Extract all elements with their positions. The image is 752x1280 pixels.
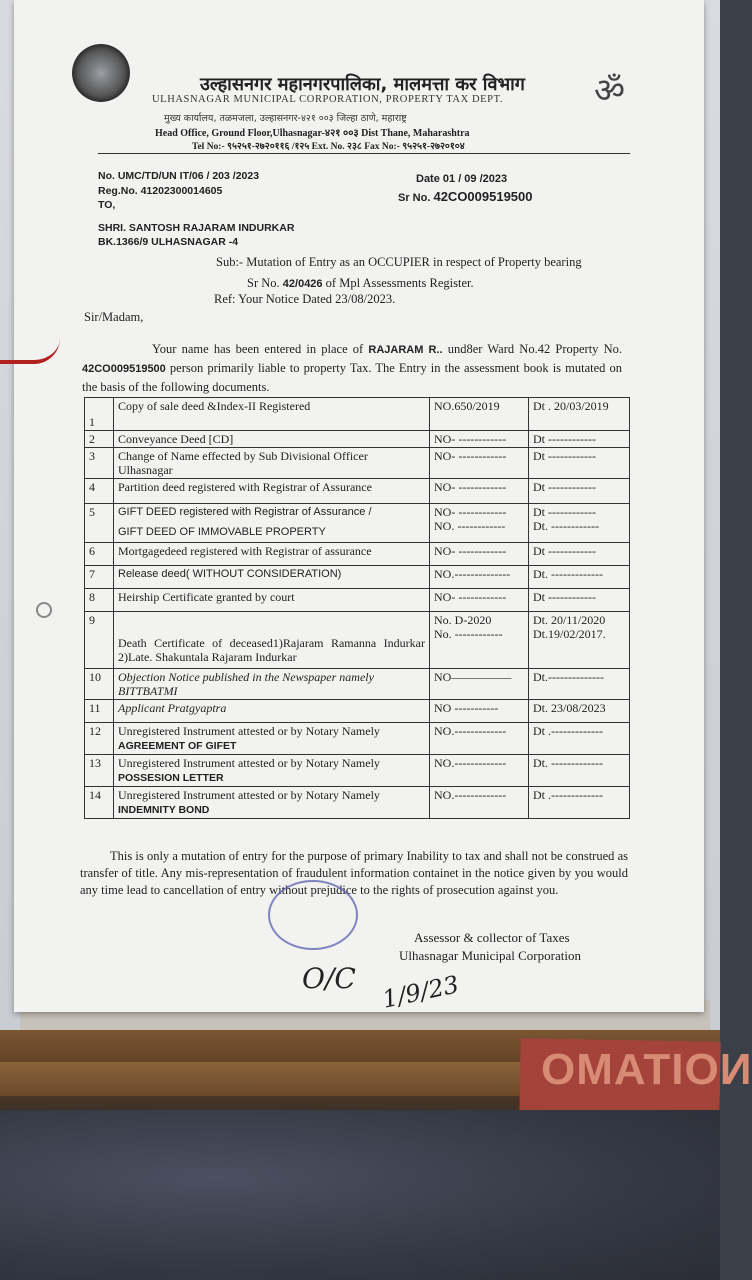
table-row — [85, 612, 630, 669]
addressee-address: BK.1366/9 ULHASNAGAR -4 — [98, 236, 239, 248]
doc-number: NO————— — [430, 669, 529, 700]
subject-property-number: 42/0426 — [282, 278, 323, 290]
signatory-title: Assessor & collector of Taxes — [414, 930, 570, 945]
row-number: 5 — [85, 504, 114, 543]
row-number: 9 — [85, 612, 114, 669]
to-label: TO, — [98, 199, 116, 211]
row-number: 4 — [85, 479, 114, 504]
handwritten-signature-date: 1/9/23 — [379, 970, 462, 1014]
instrument-name: POSSESION LETTER — [118, 772, 224, 784]
date-label: Date — [416, 173, 440, 185]
instrument-name: AGREEMENT OF GIFET — [118, 740, 237, 752]
row-number: 6 — [85, 543, 114, 566]
doc-description: Death Certificate of deceased1)Rajaram Ramanna Indurkar 2)Late. Shakuntala Rajaram Indurkar — [114, 612, 430, 669]
doc-date-line: Dt. 20/11/2020 — [533, 613, 606, 627]
header-divider — [98, 153, 630, 154]
doc-date: Dt . 20/03/2019 — [529, 398, 630, 431]
salutation: Sir/Madam, — [84, 310, 144, 324]
doc-date: Dt ------------ — [529, 543, 630, 566]
sr-value: 42CO009519500 — [433, 189, 533, 204]
doc-date: Dt .------------- — [529, 787, 630, 819]
table-row — [85, 669, 630, 700]
doc-number: NO.-------------- — [430, 566, 529, 589]
doc-date: Dt. ------------- — [529, 755, 630, 787]
doc-description: Mortgagedeed registered with Registrar of assurance — [114, 543, 430, 566]
header-tel: Tel No:- ९५२५१-२७२०११६ /१२५ Ext. No. २३८ Fax No:- ९५२५१-२७२०१०४ — [192, 142, 465, 152]
document-page — [14, 0, 704, 1012]
row-number: 8 — [85, 589, 114, 612]
disclaimer-paragraph: This is only a mutation of entry for the purpose of primary Inability to tax and shall not be construed as transfer of title. Any mis-representation of fraudulent information containet in the notice given by you would any time lead to cancellation of entry without prejudice to the rights of prosecution against you. — [80, 849, 628, 897]
table-row — [85, 448, 630, 479]
doc-date: Dt .------------- — [529, 723, 630, 755]
handwritten-initials: O/C — [302, 962, 356, 995]
subject-sr-label: Sr No. — [247, 276, 280, 290]
doc-date: Dt ------------ — [529, 448, 630, 479]
instrument-name: INDEMNITY BOND — [118, 804, 210, 816]
para-part-3: person primarily liable to property Tax. The Entry in the assessment book is mutated on the basis of the following documents. — [82, 361, 623, 394]
instrument-text: Unregistered Instrument attested or by Notary Namely — [118, 724, 380, 738]
doc-date: Dt ------------ — [529, 589, 630, 612]
doc-description: Heirship Certificate granted by court — [114, 589, 430, 612]
doc-date — [529, 612, 630, 669]
row-number: 14 — [85, 787, 114, 819]
subject-line-2 — [247, 276, 474, 291]
previous-owner-name: RAJARAM R.. — [368, 344, 443, 356]
instrument-text: Unregistered Instrument attested or by Notary Namely — [118, 756, 380, 770]
swastik-logo: ॐ — [594, 71, 626, 111]
registration-number: Reg.No. 41202300014605 — [98, 185, 223, 197]
table-row — [85, 755, 630, 787]
doc-description — [114, 723, 430, 755]
header-title-english: ULHASNAGAR MUNICIPAL CORPORATION, PROPERTY TAX DEPT. — [152, 94, 504, 105]
row-number: 12 — [85, 723, 114, 755]
instrument-text: Unregistered Instrument attested or by Notary Namely — [118, 788, 380, 802]
doc-description — [114, 755, 430, 787]
doc-description: Release deed( WITHOUT CONSIDERATION) — [114, 566, 430, 589]
table-row — [85, 566, 630, 589]
doc-description: Objection Notice published in the Newspaper namely BITTBATMI — [114, 669, 430, 700]
row-number: 11 — [85, 700, 114, 723]
doc-number: NO- ------------ — [430, 479, 529, 504]
doc-number: NO- ------------ — [430, 543, 529, 566]
body-paragraph — [82, 340, 622, 396]
gift-deed-immovable-line: GIFT DEED OF IMMOVABLE PROPERTY — [118, 526, 326, 538]
row-number: 2 — [85, 431, 114, 448]
doc-number: NO.------------- — [430, 723, 529, 755]
header-title-marathi: उल्हासनगर महानगरपालिका, मालमत्ता कर विभाग — [200, 74, 525, 95]
doc-description: Conveyance Deed [CD] — [114, 431, 430, 448]
table-row — [85, 504, 630, 543]
doc-description: Partition deed registered with Registrar of Assurance — [114, 479, 430, 504]
doc-number: NO- ------------ — [430, 589, 529, 612]
doc-description — [114, 787, 430, 819]
red-book-title: NOITAMO — [540, 1045, 752, 1094]
row-number: 13 — [85, 755, 114, 787]
row-number: 10 — [85, 669, 114, 700]
doc-number: NO.------------- — [430, 755, 529, 787]
doc-description — [114, 504, 430, 543]
doc-number-line: NO. ------------ — [434, 519, 506, 533]
official-stamp — [268, 880, 358, 950]
doc-date: Dt.-------------- — [529, 669, 630, 700]
doc-number: NO ----------- — [430, 700, 529, 723]
sr-label: Sr No. — [398, 192, 431, 204]
table-row — [85, 479, 630, 504]
table-row — [85, 723, 630, 755]
doc-date: Dt ------------ — [529, 431, 630, 448]
signatory-organization: Ulhasnagar Municipal Corporation — [399, 948, 581, 963]
table-row — [85, 589, 630, 612]
doc-description: Change of Name effected by Sub Divisional Officer Ulhasnagar — [114, 448, 430, 479]
doc-description: Copy of sale deed &Index-II Registered — [114, 398, 430, 431]
doc-number — [430, 504, 529, 543]
gift-deed-line: GIFT DEED registered with Registrar of Assurance / — [118, 506, 372, 518]
doc-number: NO- ------------ — [430, 431, 529, 448]
doc-date: Dt. ------------- — [529, 566, 630, 589]
row-number: 7 — [85, 566, 114, 589]
table-row — [85, 700, 630, 723]
addressee-name: SHRI. SANTOSH RAJARAM INDURKAR — [98, 222, 295, 234]
documents-table — [84, 397, 630, 819]
row-number: 1 — [85, 398, 114, 431]
reference-line: Ref: Your Notice Dated 23/08/2023. — [214, 292, 396, 306]
doc-date-line: Dt.19/02/2017. — [533, 627, 606, 641]
cloth — [0, 1110, 720, 1280]
table-row — [85, 543, 630, 566]
doc-date-line: Dt. ------------ — [533, 519, 599, 533]
doc-number: NO.------------- — [430, 787, 529, 819]
table-row — [85, 431, 630, 448]
doc-date: Dt ------------ — [529, 479, 630, 504]
corporation-logo — [72, 44, 130, 102]
doc-number-line: No. D-2020 — [434, 613, 492, 627]
doc-number: NO.650/2019 — [430, 398, 529, 431]
subject-line: Sub:- Mutation of Entry as an OCCUPIER in respect of Property bearing — [216, 255, 582, 269]
doc-description: Applicant Pratgyaptra — [114, 700, 430, 723]
date-value: 01 / 09 /2023 — [442, 173, 508, 185]
doc-number — [430, 612, 529, 669]
header-address-english: Head Office, Ground Floor,Ulhasnagar-४२१ ००३ Dist Thane, Maharashtra — [155, 128, 470, 139]
doc-number-line: No. ------------ — [434, 627, 503, 641]
para-part-1: Your name has been entered in place of — [152, 342, 364, 356]
table-row — [85, 398, 630, 431]
property-number: 42CO009519500 — [82, 363, 166, 375]
row-number: 3 — [85, 448, 114, 479]
doc-number-line: NO- ------------ — [434, 505, 507, 519]
doc-date-line: Dt ------------ — [533, 505, 596, 519]
header-address-marathi: मुख्य कार्यालय, तळमजला, उल्हासनगर-४२१ ००३ जिल्हा ठाणे, महाराष्ट्र — [164, 113, 407, 124]
subject-suffix: of Mpl Assessments Register. — [325, 276, 474, 290]
doc-date — [529, 504, 630, 543]
serial-number — [398, 189, 533, 204]
doc-number: NO- ------------ — [430, 448, 529, 479]
table-row — [85, 787, 630, 819]
letter-date — [416, 173, 507, 185]
para-part-2: und8er Ward No.42 Property No. — [447, 342, 622, 356]
punch-hole — [36, 602, 52, 618]
reference-number: No. UMC/TD/UN IT/06 / 203 /2023 — [98, 170, 260, 182]
doc-date: Dt. 23/08/2023 — [529, 700, 630, 723]
